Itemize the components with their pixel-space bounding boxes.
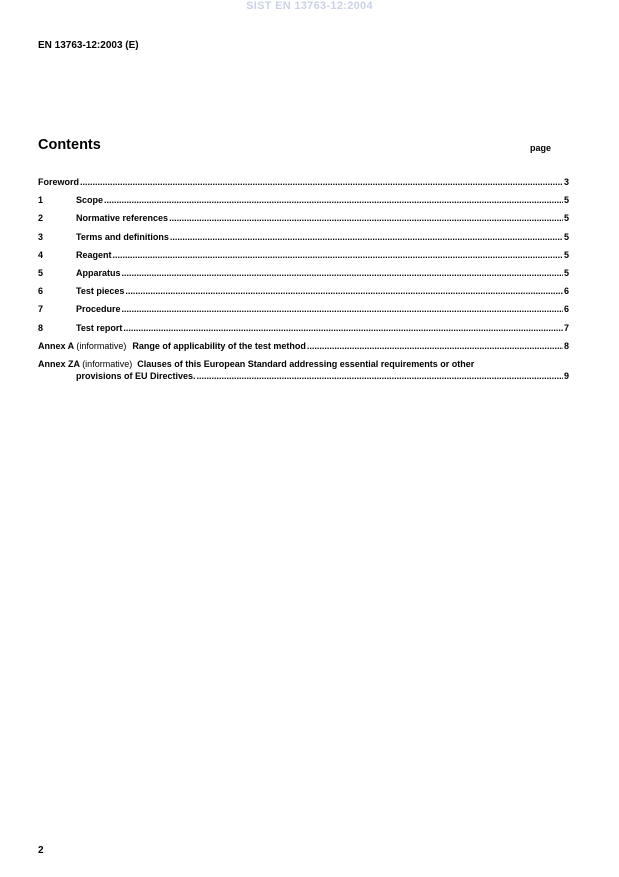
toc-label-continued: provisions of EU Directives. <box>76 370 196 381</box>
toc-number: 6 <box>38 286 44 297</box>
page-column-heading: page <box>530 143 552 153</box>
dot-leader <box>197 371 563 381</box>
annex-qualifier: (informative) <box>76 340 127 351</box>
annex-za-line2 <box>38 371 569 385</box>
dot-leader <box>123 323 563 333</box>
dot-leader <box>307 341 563 351</box>
toc-label: Normative references <box>76 213 169 224</box>
toc-page: 7 <box>563 322 569 333</box>
annex-letter: Annex ZA <box>38 358 80 369</box>
watermark: SIST EN 13763-12:2004 <box>246 0 373 12</box>
dot-leader <box>104 195 563 205</box>
table-of-contents <box>38 177 569 385</box>
toc-page: 6 <box>563 286 569 297</box>
toc-number: 5 <box>38 267 44 278</box>
dot-leader <box>122 304 563 314</box>
toc-page: 8 <box>563 340 569 351</box>
toc-label: Foreword <box>38 177 80 187</box>
toc-label: Test pieces <box>76 286 125 297</box>
toc-entry-annex-a[interactable] <box>38 341 569 359</box>
toc-page: 3 <box>563 177 569 187</box>
annex-prefix <box>38 341 126 351</box>
dot-leader <box>80 177 563 187</box>
toc-number: 1 <box>38 195 44 206</box>
document-id: EN 13763-12:2003 (E) <box>38 40 139 51</box>
toc-label: Clauses of this European Standard addressing essential requirements or other <box>137 358 475 369</box>
dot-leader <box>122 268 563 278</box>
dot-leader <box>113 250 563 260</box>
toc-label: Range of applicability of the test method <box>132 340 306 351</box>
page-title: Contents <box>38 137 101 153</box>
toc-entry[interactable] <box>38 323 569 341</box>
toc-entry[interactable] <box>38 195 569 213</box>
toc-page: 5 <box>563 213 569 224</box>
dot-leader <box>169 213 563 223</box>
toc-label: Scope <box>76 195 104 206</box>
toc-number: 7 <box>38 304 44 315</box>
toc-entry[interactable] <box>38 286 569 304</box>
toc-entry[interactable] <box>38 213 569 231</box>
toc-label: Test report <box>76 322 123 333</box>
toc-entry[interactable] <box>38 268 569 286</box>
toc-number: 3 <box>38 231 44 242</box>
annex-za-line1 <box>38 359 569 371</box>
toc-entry[interactable] <box>38 250 569 268</box>
toc-page: 5 <box>563 195 569 206</box>
annex-qualifier: (informative) <box>82 358 133 369</box>
dot-leader <box>170 232 563 242</box>
toc-label: Procedure <box>76 304 121 315</box>
toc-page: 5 <box>563 267 569 278</box>
annex-letter: Annex A <box>38 340 74 351</box>
toc-label: Apparatus <box>76 267 121 278</box>
toc-label: Reagent <box>76 249 112 260</box>
toc-page: 5 <box>563 249 569 260</box>
page-number: 2 <box>38 845 44 856</box>
toc-entry-annex-za[interactable] <box>38 359 569 385</box>
toc-label: Terms and definitions <box>76 231 169 242</box>
dot-leader <box>125 286 563 296</box>
toc-page: 6 <box>563 304 569 315</box>
toc-number: 4 <box>38 249 44 260</box>
toc-page: 9 <box>563 370 569 381</box>
toc-page: 5 <box>563 231 569 242</box>
toc-entry[interactable] <box>38 304 569 322</box>
toc-entry[interactable] <box>38 232 569 250</box>
toc-number: 8 <box>38 322 44 333</box>
toc-number: 2 <box>38 213 44 224</box>
toc-entry-foreword[interactable] <box>38 177 569 195</box>
